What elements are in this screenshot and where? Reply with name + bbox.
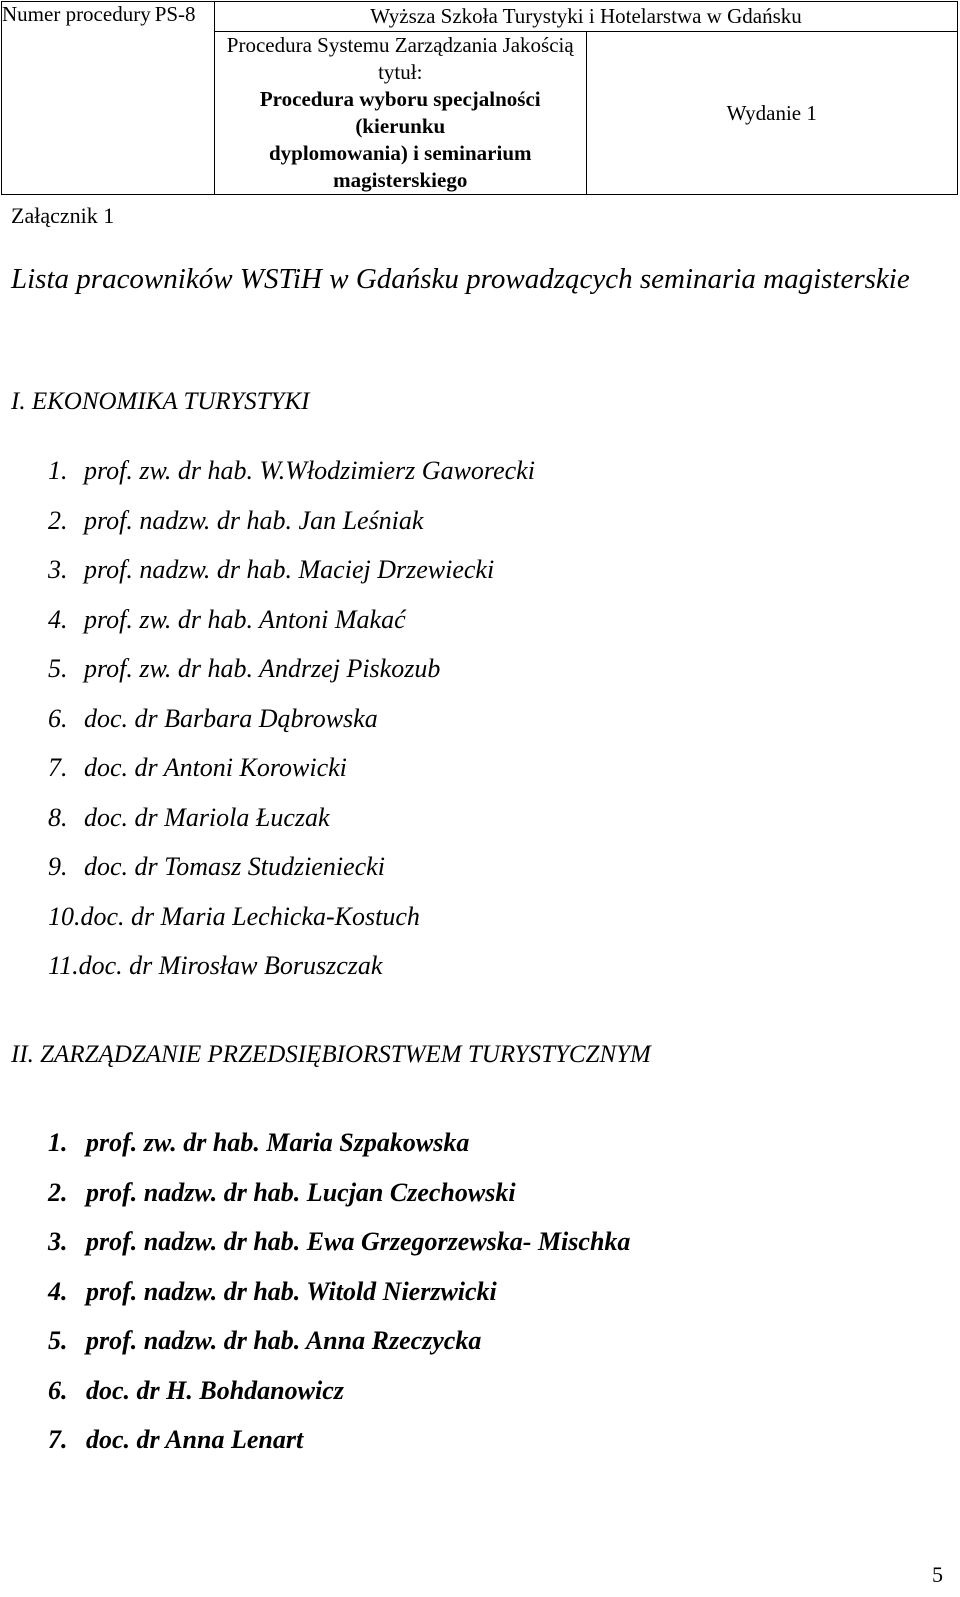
list-item: 3. prof. nadzw. dr hab. Ewa Grzegorzewska- Mischka bbox=[48, 1227, 631, 1256]
section-title-management: II. ZARZĄDZANIE PRZEDSIĘBIORSTWEM TURYSTYCZNYM bbox=[11, 1041, 651, 1068]
procedure-number: PS-8 bbox=[154, 2, 196, 26]
list-item: 2. prof. nadzw. dr hab. Lucjan Czechowski bbox=[48, 1177, 516, 1207]
procedure-title-line1: Procedura wyboru specjalności (kierunku bbox=[259, 87, 541, 138]
list-item: 6. doc. dr H. Bohdanowicz bbox=[48, 1375, 344, 1405]
list-item: 3. prof. nadzw. dr hab. Maciej Drzewiecki bbox=[48, 555, 495, 584]
institution-name: Wyższa Szkoła Turystyki i Hotelarstwa w Gdańsku bbox=[215, 2, 958, 32]
list-item: 11.doc. dr Mirosław Boruszczak bbox=[48, 951, 383, 980]
list-item: 9. doc. dr Tomasz Studzieniecki bbox=[48, 852, 385, 881]
staff-list-management bbox=[48, 1118, 630, 1465]
list-item: 5. prof. nadzw. dr hab. Anna Rzeczycka bbox=[48, 1326, 482, 1355]
procedure-header-table bbox=[1, 1, 958, 195]
document-title: Lista pracowników WSTiH w Gdańsku prowadzących seminaria magisterskie bbox=[11, 263, 910, 295]
list-item: 6. doc. dr Barbara Dąbrowska bbox=[48, 703, 378, 733]
edition-label: Wydanie 1 bbox=[726, 100, 817, 125]
staff-list-economics bbox=[48, 446, 535, 991]
list-item: 7. doc. dr Antoni Korowicki bbox=[48, 753, 347, 782]
page-number: 5 bbox=[932, 1562, 943, 1587]
list-item: 8. doc. dr Mariola Łuczak bbox=[48, 802, 330, 832]
section-title-economics: I. EKONOMIKA TURYSTYKI bbox=[11, 388, 310, 415]
procedure-title-cell bbox=[215, 32, 587, 195]
attachment-label: Załącznik 1 bbox=[11, 203, 115, 228]
list-item: 2. prof. nadzw. dr hab. Jan Leśniak bbox=[48, 505, 424, 535]
list-item: 7. doc. dr Anna Lenart bbox=[48, 1425, 304, 1454]
procedure-number-cell bbox=[2, 2, 215, 195]
list-item: 4. prof. zw. dr hab. Antoni Makać bbox=[48, 604, 406, 634]
system-line: Procedura Systemu Zarządzania Jakością bbox=[226, 33, 574, 57]
list-item: 4. prof. nadzw. dr hab. Witold Nierzwicki bbox=[48, 1276, 497, 1306]
list-item: 10.doc. dr Maria Lechicka-Kostuch bbox=[48, 901, 420, 931]
list-item: 5. prof. zw. dr hab. Andrzej Piskozub bbox=[48, 654, 441, 683]
procedure-number-label: Numer procedury bbox=[2, 2, 151, 26]
list-item: 1. prof. zw. dr hab. Maria Szpakowska bbox=[48, 1128, 470, 1157]
edition-cell bbox=[586, 32, 958, 195]
title-label: tytuł: bbox=[378, 60, 423, 84]
list-item: 1. prof. zw. dr hab. W.Włodzimierz Gaworecki bbox=[48, 456, 535, 485]
procedure-title-line2: dyplomowania) i seminarium magisterskiego bbox=[268, 141, 532, 192]
